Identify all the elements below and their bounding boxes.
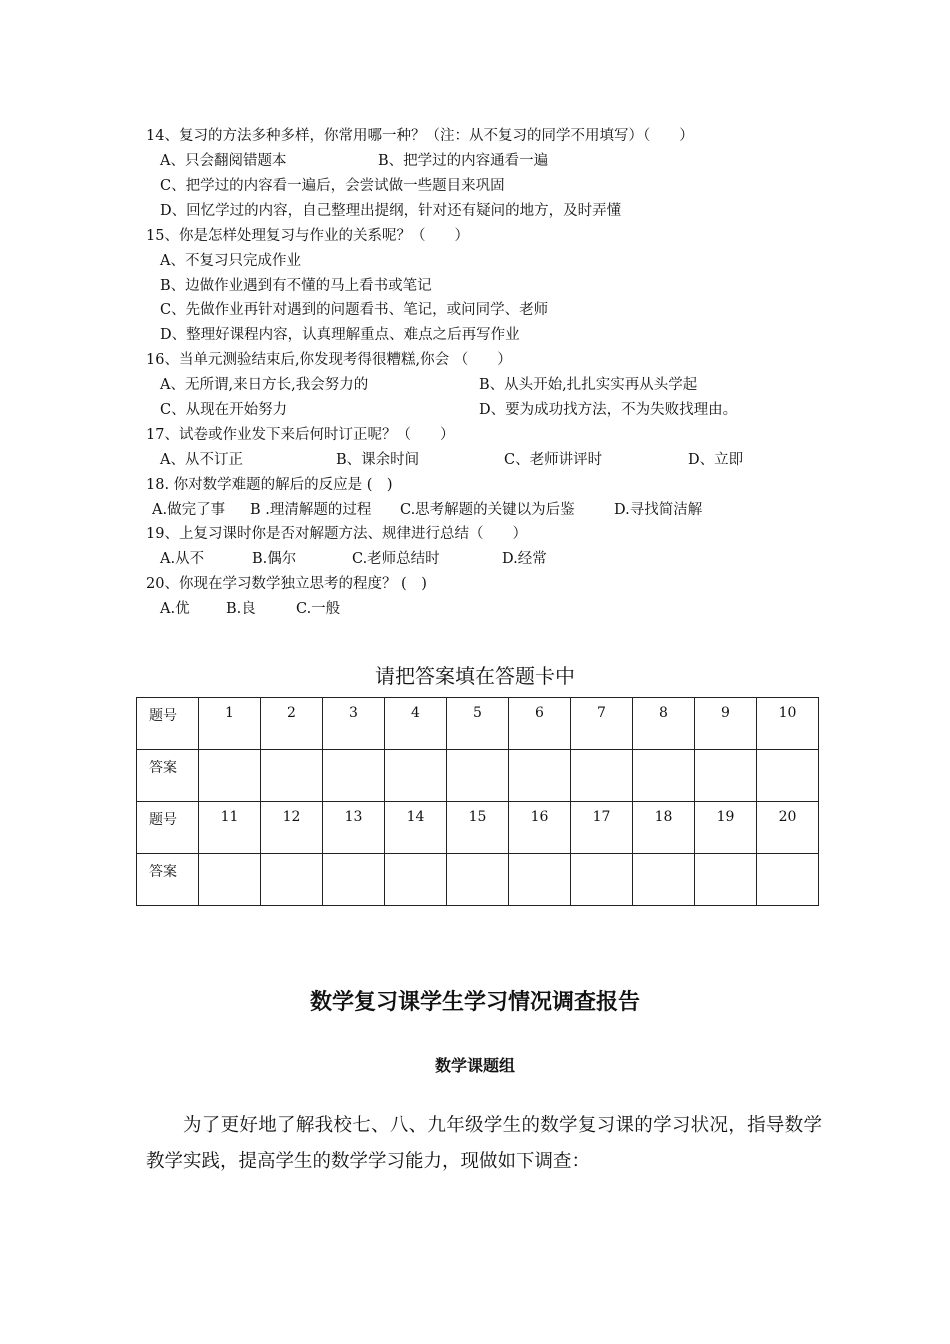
question-number: 3 [323,698,385,750]
option-b: B、把学过的内容通看一遍 [378,153,549,169]
option-a: A、不复习只完成作业 [160,253,301,269]
table-row [137,750,819,802]
answer-cell[interactable] [509,854,571,906]
question-number: 9 [695,698,757,750]
option-b: B .理清解题的过程 [250,502,372,518]
answer-cell[interactable] [261,750,323,802]
answer-cell[interactable] [199,750,261,802]
report-title: 数学复习课学生学习情况调查报告 [309,990,640,1015]
option-b: B.良 [226,601,256,617]
number-label: 题号 [137,802,199,854]
answer-cell[interactable] [323,854,385,906]
question-18-stem: 18. 你对数学难题的解后的反应是 ( ) [146,477,393,493]
option-d: D、要为成功找方法，不为失败找理由。 [479,402,738,418]
question-19-stem: 19、上复习课时你是否对解题方法、规律进行总结（ ） [146,526,527,542]
answer-cell[interactable] [385,854,447,906]
option-b: B、边做作业遇到有不懂的马上看书或笔记 [160,278,432,294]
question-17-stem: 17、试卷或作业发下来后何时订正呢？（ ） [146,427,455,443]
question-number: 10 [757,698,819,750]
option-a: A、无所谓,来日方长,我会努力的 [160,377,369,393]
answer-cell[interactable] [695,854,757,906]
answer-card-title: 请把答案填在答题卡中 [375,664,575,688]
question-20-stem: 20、你现在学习数学独立思考的程度？ ( ) [146,576,427,592]
question-18-options [152,498,852,523]
answer-cell[interactable] [509,750,571,802]
question-number: 14 [385,802,447,854]
question-number: 2 [261,698,323,750]
option-c: C.思考解题的关键以为后鉴 [400,502,575,518]
question-19-options [160,547,860,572]
option-a: A.优 [160,601,190,617]
question-14-options-row1 [160,149,860,174]
question-16-options-row1 [160,373,860,398]
question-number: 18 [633,802,695,854]
option-a: A.从不 [160,551,205,567]
report-intro-paragraph: 为了更好地了解我校七、八、九年级学生的数学复习课的学习状况，指导数学教学实践，提高学生的数学学习能力，现做如下调查： [146,1115,822,1172]
answer-cell[interactable] [199,854,261,906]
table-row [137,854,819,906]
answer-label: 答案 [137,750,199,802]
report-subtitle: 数学课题组 [434,1056,515,1075]
option-d: D、回忆学过的内容，自己整理出提纲，针对还有疑问的地方，及时弄懂 [160,203,622,219]
option-d: D.寻找简洁解 [614,502,703,518]
question-number: 4 [385,698,447,750]
table-row [137,802,819,854]
answer-cell[interactable] [695,750,757,802]
answer-cell[interactable] [323,750,385,802]
option-c: C、老师讲评时 [504,452,603,468]
option-d: D.经常 [502,551,547,567]
answer-card-table [136,697,819,906]
option-b: B、从头开始,扎扎实实再从头学起 [479,377,698,393]
question-number: 8 [633,698,695,750]
question-16-options-row2 [160,398,860,423]
question-number: 1 [199,698,261,750]
question-number: 16 [509,802,571,854]
question-15-stem: 15、你是怎样处理复习与作业的关系呢？（ ） [146,228,469,244]
question-20-options [160,597,860,622]
option-a: A、只会翻阅错题本 [160,153,287,169]
answer-cell[interactable] [447,750,509,802]
option-c: C、从现在开始努力 [160,402,288,418]
number-label: 题号 [137,698,199,750]
option-d: D、整理好课程内容，认真理解重点、难点之后再写作业 [160,327,520,343]
answer-cell[interactable] [633,854,695,906]
question-number: 6 [509,698,571,750]
question-number: 17 [571,802,633,854]
answer-cell[interactable] [757,750,819,802]
answer-cell[interactable] [571,750,633,802]
answer-cell[interactable] [447,854,509,906]
question-number: 15 [447,802,509,854]
question-16-stem: 16、当单元测验结束后,你发现考得很糟糕,你会 （ ） [146,352,512,368]
option-d: D、立即 [688,452,744,468]
answer-label: 答案 [137,854,199,906]
question-17-options [160,448,860,473]
question-number: 12 [261,802,323,854]
answer-cell[interactable] [757,854,819,906]
option-b: B、课余时间 [336,452,420,468]
question-number: 7 [571,698,633,750]
answer-cell[interactable] [633,750,695,802]
question-14-stem: 14、复习的方法多种多样，你常用哪一种？（注：从不复习的同学不用填写）（ ） [146,128,694,144]
option-c: C、把学过的内容看一遍后，会尝试做一些题目来巩固 [160,178,505,194]
question-number: 19 [695,802,757,854]
option-c: C、先做作业再针对遇到的问题看书、笔记，或问同学、老师 [160,302,549,318]
answer-cell[interactable] [385,750,447,802]
question-number: 11 [199,802,261,854]
answer-cell[interactable] [571,854,633,906]
option-a: A.做完了事 [152,502,226,518]
question-number: 20 [757,802,819,854]
option-c: C.一般 [296,601,341,617]
answer-cell[interactable] [261,854,323,906]
option-a: A、从不订正 [160,452,243,468]
option-b: B.偶尔 [252,551,297,567]
option-c: C.老师总结时 [352,551,440,567]
question-number: 5 [447,698,509,750]
table-row [137,698,819,750]
question-number: 13 [323,802,385,854]
